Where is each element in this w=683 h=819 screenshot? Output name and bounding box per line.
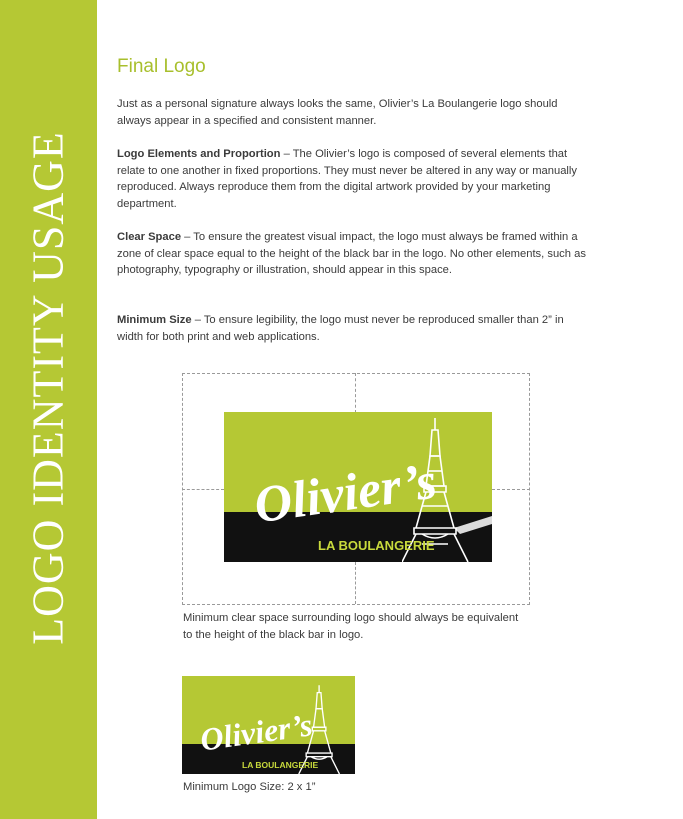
guide-line-bottom — [355, 562, 356, 604]
logo-elements-text: – The Olivier’s logo is composed of several elements that relate to one another in fixed proportions. They must never be altered in any way or manually reproduced. Always reproduce them from the digital artwork provided by your marketing department. — [117, 148, 577, 210]
clear-space-text: – To ensure the greatest visual impact, the logo must always be framed within a zone of clear space equal to the height of the black bar in the logo. No other elements, such as photography, typography or illustration, should appear in this space. — [117, 231, 586, 276]
vertical-page-title: LOGO IDENTITY USAGE — [23, 131, 73, 645]
logo-elements-term: Logo Elements and Proportion — [117, 148, 281, 160]
minimum-size-term: Minimum Size — [117, 314, 192, 326]
logo-elements-paragraph — [117, 146, 587, 212]
guide-line-left — [182, 489, 224, 490]
minimum-size-caption: Minimum Logo Size: 2 x 1” — [183, 781, 316, 793]
clear-space-term: Clear Space — [117, 231, 182, 243]
intro-paragraph: Just as a personal signature always looks the same, Olivier’s La Boulangerie logo should always appear in a specified and consistent manner. — [117, 98, 558, 127]
minimum-size-text: – To ensure legibility, the logo must never be reproduced smaller than 2” in width for both print and web applications. — [117, 314, 564, 343]
logo-subtitle: LA BOULANGERIE — [318, 538, 435, 553]
page-heading: Final Logo — [117, 56, 206, 77]
logo-large — [224, 412, 492, 562]
logo-small — [182, 676, 355, 774]
clear-space-paragraph — [117, 229, 587, 279]
guide-line-top — [355, 373, 356, 413]
logo-brand-name-small: Olivier’s — [197, 706, 315, 758]
clear-space-caption: Minimum clear space surrounding logo should always be equivalent to the height of the black bar in logo. — [183, 612, 519, 641]
guide-line-right — [492, 489, 530, 490]
logo-brand-name: Olivier’s — [250, 452, 440, 535]
sidebar-band — [0, 0, 97, 819]
logo-subtitle-small: LA BOULANGERIE — [242, 760, 319, 770]
minimum-size-paragraph — [117, 312, 587, 345]
